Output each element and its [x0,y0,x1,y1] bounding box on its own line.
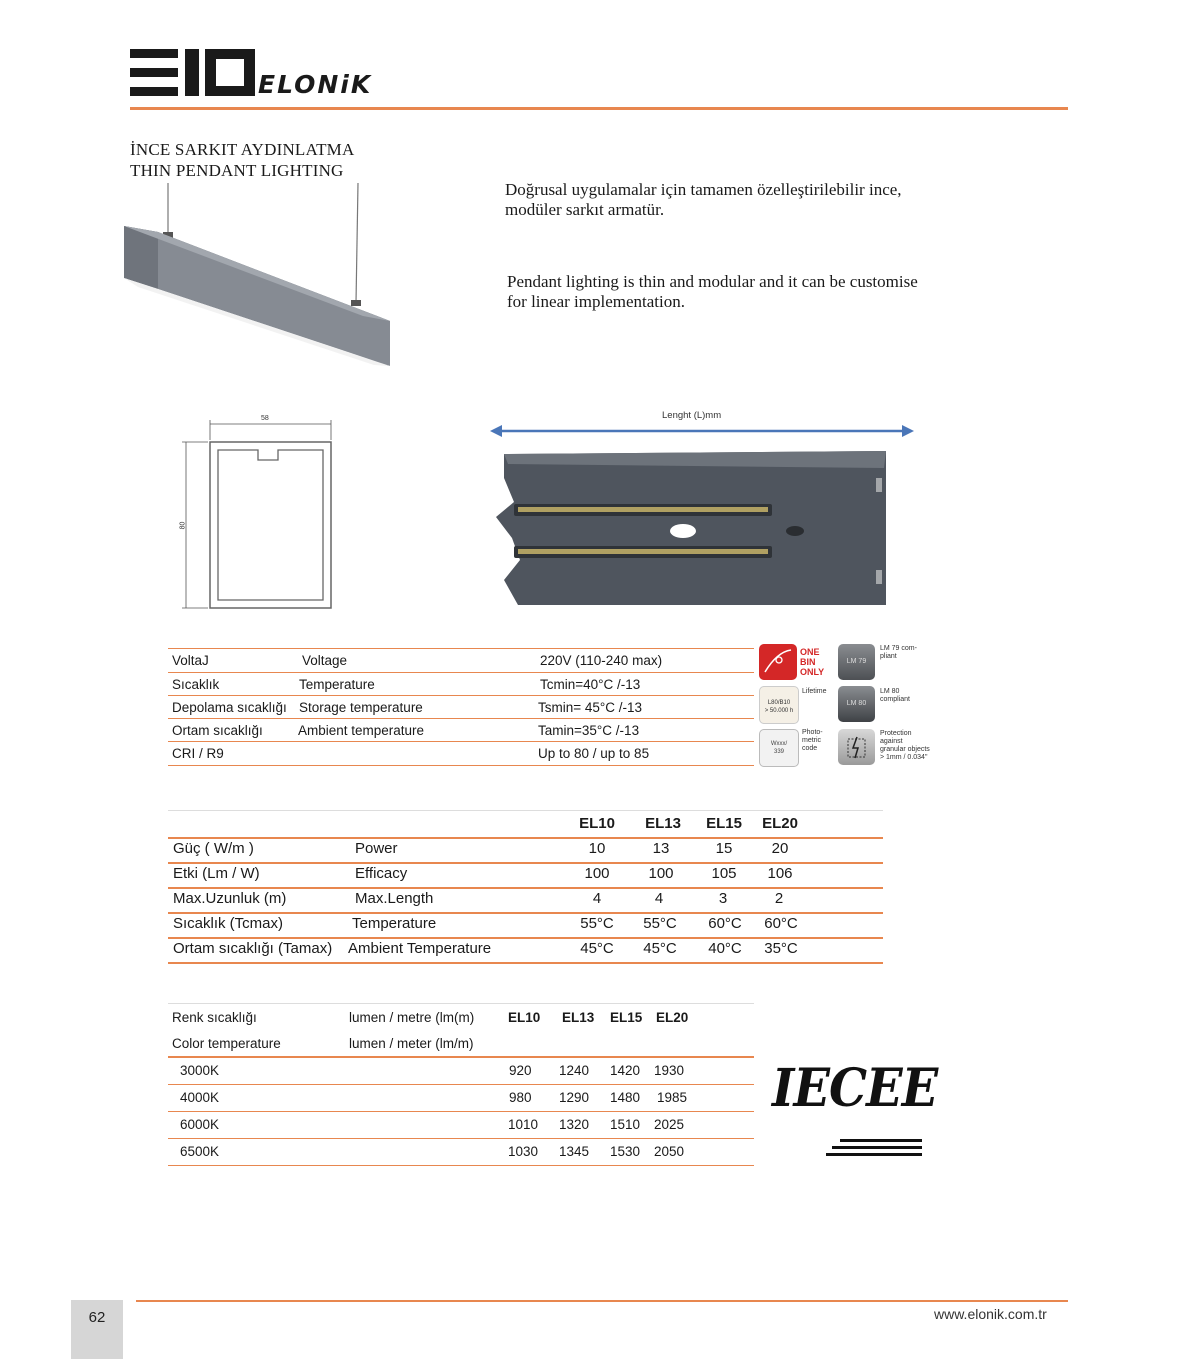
one-bin-line1: ONE [800,647,820,657]
lumen-value: 1985 [657,1090,688,1105]
cct-value: 3000K [180,1063,220,1078]
row-value: 106 [767,865,793,882]
cct-value: 4000K [180,1090,220,1105]
lifetime-text: Lifetime [802,688,827,695]
row-value: 100 [648,865,674,882]
model-header: EL13 [645,815,681,832]
spec-label-en: Ambient temperature [298,723,425,738]
row-label-en: Temperature [352,915,437,932]
protection-text-line3: granular objects [880,746,930,753]
spec-label-tr: Depolama sıcaklığı [172,700,287,715]
lumen-value: 2050 [654,1144,685,1159]
cross-section-drawing [178,412,338,612]
row-value: 105 [711,865,737,882]
model-table-row [168,887,883,914]
title-tr: İNCE SARKIT AYDINLATMA [130,140,355,159]
row-value: 100 [584,865,610,882]
lumen-value: 1420 [610,1063,641,1078]
spec-row [168,695,754,719]
lm80-text-line1: LM 80 [880,688,900,695]
footer-rule [136,1300,1068,1302]
spec-value: 220V (110-240 max) [540,653,663,668]
description-tr-line1: Doğrusal uygulamalar için tamamen özelleştirilebilir ince, [505,180,902,199]
photometric-text [802,729,823,753]
lumen-value: 1480 [610,1090,641,1105]
lumen-value: 920 [509,1063,532,1078]
lumen-value: 1010 [508,1117,539,1132]
row-value: 15 [715,840,733,857]
row-label-tr: Güç ( W/m ) [173,840,254,857]
lumen-table-header [168,1005,754,1058]
one-bin-badge [759,644,797,680]
lumen-table-row [168,1058,754,1085]
lumen-value: 1030 [508,1144,539,1159]
model-table-row [168,912,883,939]
brand-logo [130,48,373,100]
product-image [118,183,398,373]
photometric-text-line2: metric [802,737,822,744]
photometric-text-line1: Photo- [802,729,823,736]
spec-row [168,648,754,672]
cct-value: 6500K [180,1144,220,1159]
lifetime-badge [759,686,799,724]
lumen-table-row [168,1085,754,1112]
row-label-tr: Ortam sıcaklığı (Tamax) [173,940,333,957]
length-drawing [488,420,918,610]
description-en [507,272,918,312]
protection-badge [838,729,875,765]
lm80-badge-label: LM 80 [846,700,867,707]
row-label-en: Power [355,840,398,857]
unit-header-en: lumen / meter (lm/m) [349,1036,474,1051]
lumen-value: 980 [509,1090,532,1105]
eio-logo-mark [130,48,255,98]
one-bin-line3: ONLY [800,667,825,677]
lumen-table-row [168,1112,754,1139]
row-value: 45°C [580,940,614,957]
spec-label-en: Storage temperature [299,700,423,715]
lm80-badge [838,686,875,722]
spec-label-en: Temperature [299,677,375,692]
lumen-value: 1290 [559,1090,590,1105]
cct-header-en: Color temperature [172,1036,281,1051]
spec-label-tr: CRI / R9 [172,746,224,761]
row-value: 13 [652,840,670,857]
unit-header-tr: lumen / metre (lm(m) [349,1010,475,1025]
photometric-badge [759,729,799,767]
spec-value: Tcmin=40°C /-13 [540,677,641,692]
spec-value: Tamin=35°C /-13 [538,723,640,738]
description-tr [505,180,902,220]
model-header: EL10 [579,815,615,832]
spec-label-en: Voltage [302,653,348,668]
lm79-badge-label: LM 79 [846,658,867,665]
row-label-tr: Max.Uzunluk (m) [173,890,287,907]
photometric-badge-line1: Wxxx/ [770,741,788,747]
protection-text-line1: Protection [880,730,912,737]
lumen-model-header: EL10 [508,1010,541,1025]
row-value: 20 [771,840,789,857]
spec-row [168,672,754,696]
spec-label-tr: Ortam sıcaklığı [172,723,263,738]
page-number-box [71,1300,123,1359]
spec-label-tr: VoltaJ [172,653,209,668]
iecee-logo: IECEE [772,1058,938,1119]
protection-text-line4: > 1mm / 0.034" [880,754,928,761]
lm79-text-line2: pliant [880,653,897,660]
lumen-model-header: EL20 [656,1010,689,1025]
brand-name: ELONiK [258,70,373,99]
one-bin-text [800,647,824,677]
row-label-en: Max.Length [355,890,434,907]
iecee-lines-icon [826,1139,922,1161]
protection-icon [838,729,875,765]
cct-value: 6000K [180,1117,220,1132]
bin-curve-icon [759,644,797,680]
model-header: EL20 [762,815,798,832]
row-label-tr: Etki (Lm / W) [173,865,260,882]
spec-row [168,741,754,766]
lm80-text-line2: compliant [880,696,910,703]
lm79-badge [838,644,875,680]
row-value: 10 [588,840,606,857]
row-value: 4 [592,890,602,907]
photometric-text-line3: code [802,745,818,752]
lumen-model-header: EL13 [562,1010,595,1025]
one-bin-line2: BIN [800,657,816,667]
row-value: 55°C [580,915,614,932]
row-label-en: Ambient Temperature [348,940,492,957]
model-table-row [168,862,883,889]
length-label: Lenght (L)mm [662,410,722,421]
lm79-text-line1: LM 79 com- [880,645,917,652]
model-table-header [168,812,883,839]
height-dimension-label: 80 [179,521,187,530]
lumen-value: 1530 [610,1144,641,1159]
spec-row [168,718,754,742]
lumen-table-row [168,1139,754,1166]
row-value: 60°C [708,915,742,932]
cct-header-tr: Renk sıcaklığı [172,1010,257,1025]
protection-text [880,730,930,762]
description-tr-line2: modüler sarkıt armatür. [505,200,665,219]
row-value: 40°C [708,940,742,957]
spec-label-tr: Sıcaklık [172,677,220,692]
row-value: 4 [654,890,664,907]
lm79-text [880,645,917,661]
description-en-line1: Pendant lighting is thin and modular and it can be customise [507,272,918,291]
photometric-badge-line2: 339 [773,749,784,755]
protection-text-line2: against [880,738,903,745]
footer-url[interactable]: www.elonik.com.tr [934,1306,1047,1322]
width-dimension-label: 58 [261,415,269,422]
model-table-top-border [168,810,883,811]
lumen-value: 1240 [559,1063,590,1078]
row-value: 2 [774,890,784,907]
row-value: 3 [718,890,728,907]
lm80-text [880,688,910,704]
model-table-row [168,837,883,864]
spec-value: Up to 80 / up to 85 [538,746,650,761]
lumen-model-header: EL15 [610,1010,643,1025]
spec-value: Tsmin= 45°C /-13 [538,700,643,715]
page-number: 62 [88,1309,106,1326]
row-value: 35°C [764,940,798,957]
row-label-en: Efficacy [355,865,408,882]
row-label-tr: Sıcaklık (Tcmax) [173,915,284,932]
row-value: 45°C [643,940,677,957]
title-en: THIN PENDANT LIGHTING [130,161,344,180]
description-en-line2: for linear implementation. [507,292,685,311]
lumen-value: 2025 [654,1117,685,1132]
row-value: 60°C [764,915,798,932]
lumen-value: 1320 [559,1117,590,1132]
model-table-row [168,937,883,964]
lumen-value: 1510 [610,1117,641,1132]
lifetime-badge-line1: L80/B10 [767,700,791,706]
lumen-value: 1930 [654,1063,685,1078]
lumen-value: 1345 [559,1144,590,1159]
model-header: EL15 [706,815,742,832]
lumen-table-top-border [168,1003,754,1004]
header-rule [130,107,1068,110]
row-value: 55°C [643,915,677,932]
lifetime-badge-line2: > 50.000 h [764,708,794,714]
